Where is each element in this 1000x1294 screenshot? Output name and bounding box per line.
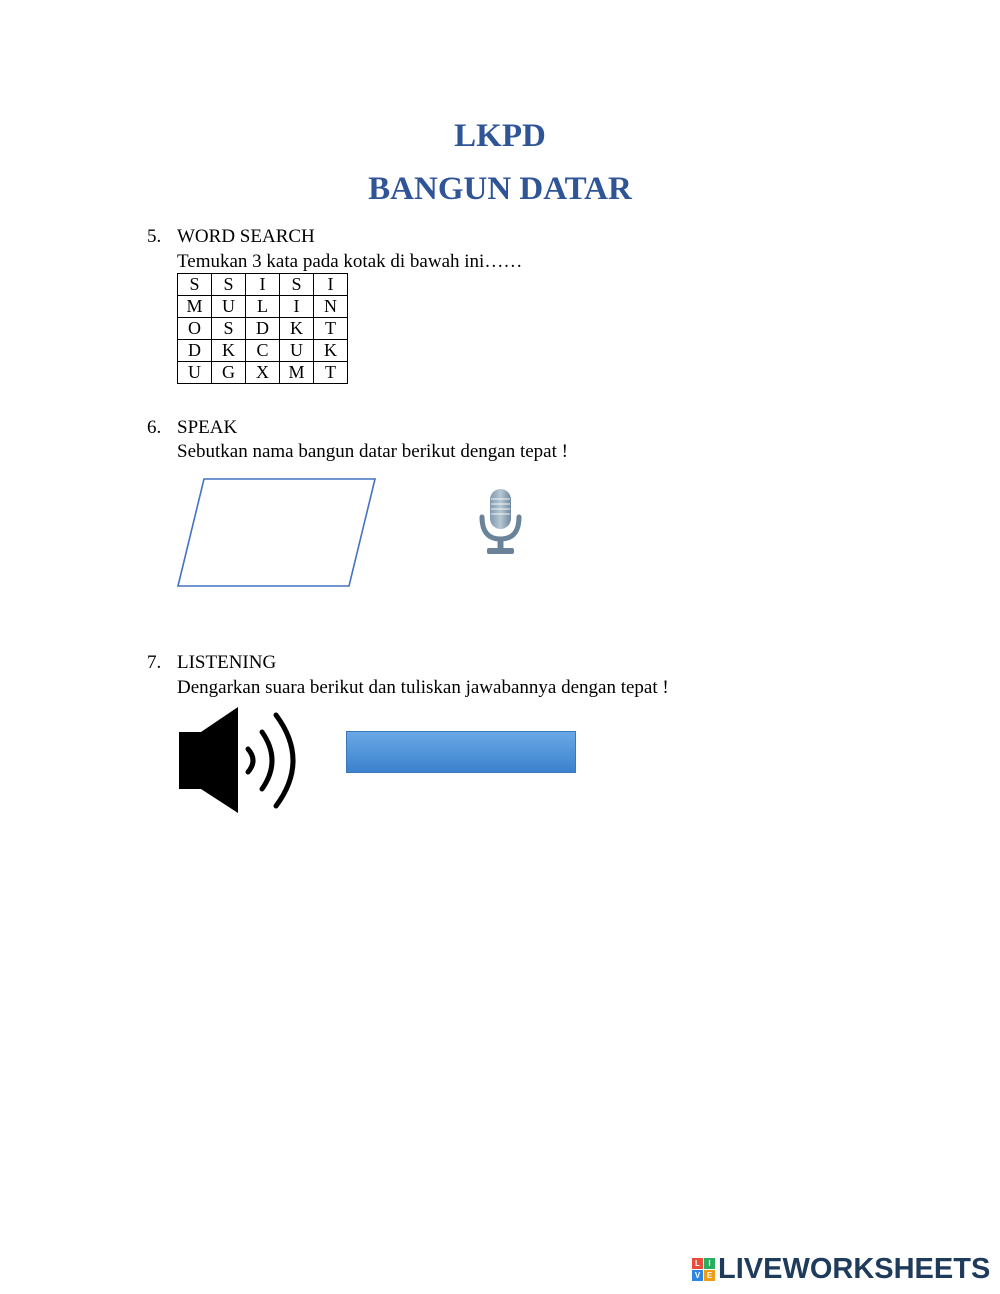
grid-cell[interactable]: S [280, 274, 314, 296]
grid-cell[interactable]: C [246, 340, 280, 362]
page-title: LKPD [454, 118, 546, 154]
grid-row [178, 296, 348, 318]
grid-row [178, 340, 348, 362]
page-subtitle: BANGUN DATAR [368, 171, 632, 207]
grid-cell[interactable]: U [280, 340, 314, 362]
grid-cell[interactable]: S [212, 274, 246, 296]
grid-cell[interactable]: G [212, 362, 246, 384]
question-6-instruction: Sebutkan nama bangun datar berikut dengan tepat ! [177, 441, 568, 462]
brand-name: LIVEWORKSHEETS [718, 1252, 991, 1285]
question-7-heading: LISTENING [177, 652, 277, 673]
grid-cell[interactable]: D [246, 318, 280, 340]
grid-cell[interactable]: S [178, 274, 212, 296]
grid-row [178, 274, 348, 296]
grid-cell[interactable]: I [280, 296, 314, 318]
question-7-instruction: Dengarkan suara berikut dan tuliskan jawabannya dengan tepat ! [177, 677, 669, 698]
logo-mark-letter: V [692, 1270, 703, 1281]
grid-cell[interactable]: S [212, 318, 246, 340]
parallelogram-shape [176, 477, 378, 589]
word-search-grid [177, 273, 348, 384]
logo-mark [692, 1258, 715, 1281]
grid-cell[interactable]: I [314, 274, 348, 296]
grid-cell[interactable]: U [178, 362, 212, 384]
liveworksheets-logo [692, 1254, 990, 1284]
grid-row [178, 318, 348, 340]
microphone-icon[interactable] [476, 487, 524, 557]
grid-cell[interactable]: M [178, 296, 212, 318]
grid-cell[interactable]: I [246, 274, 280, 296]
grid-cell[interactable]: K [314, 340, 348, 362]
question-6-number: 6. [147, 417, 162, 438]
question-6-heading: SPEAK [177, 417, 238, 438]
grid-cell[interactable]: T [314, 318, 348, 340]
grid-cell[interactable]: L [246, 296, 280, 318]
grid-cell[interactable]: K [212, 340, 246, 362]
grid-cell[interactable]: K [280, 318, 314, 340]
question-7-number: 7. [147, 652, 162, 673]
answer-input[interactable] [346, 731, 576, 773]
grid-cell[interactable]: D [178, 340, 212, 362]
grid-cell[interactable]: N [314, 296, 348, 318]
grid-cell[interactable]: U [212, 296, 246, 318]
logo-mark-letter: E [704, 1270, 715, 1281]
grid-row [178, 362, 348, 384]
question-5-instruction: Temukan 3 kata pada kotak di bawah ini…… [177, 251, 523, 272]
logo-mark-letter: I [704, 1258, 715, 1269]
grid-cell[interactable]: O [178, 318, 212, 340]
speaker-icon[interactable] [176, 705, 306, 817]
logo-mark-letter: L [692, 1258, 703, 1269]
question-5-heading: WORD SEARCH [177, 226, 315, 247]
grid-cell[interactable]: X [246, 362, 280, 384]
grid-cell[interactable]: T [314, 362, 348, 384]
grid-cell[interactable]: M [280, 362, 314, 384]
question-5-number: 5. [147, 226, 162, 247]
